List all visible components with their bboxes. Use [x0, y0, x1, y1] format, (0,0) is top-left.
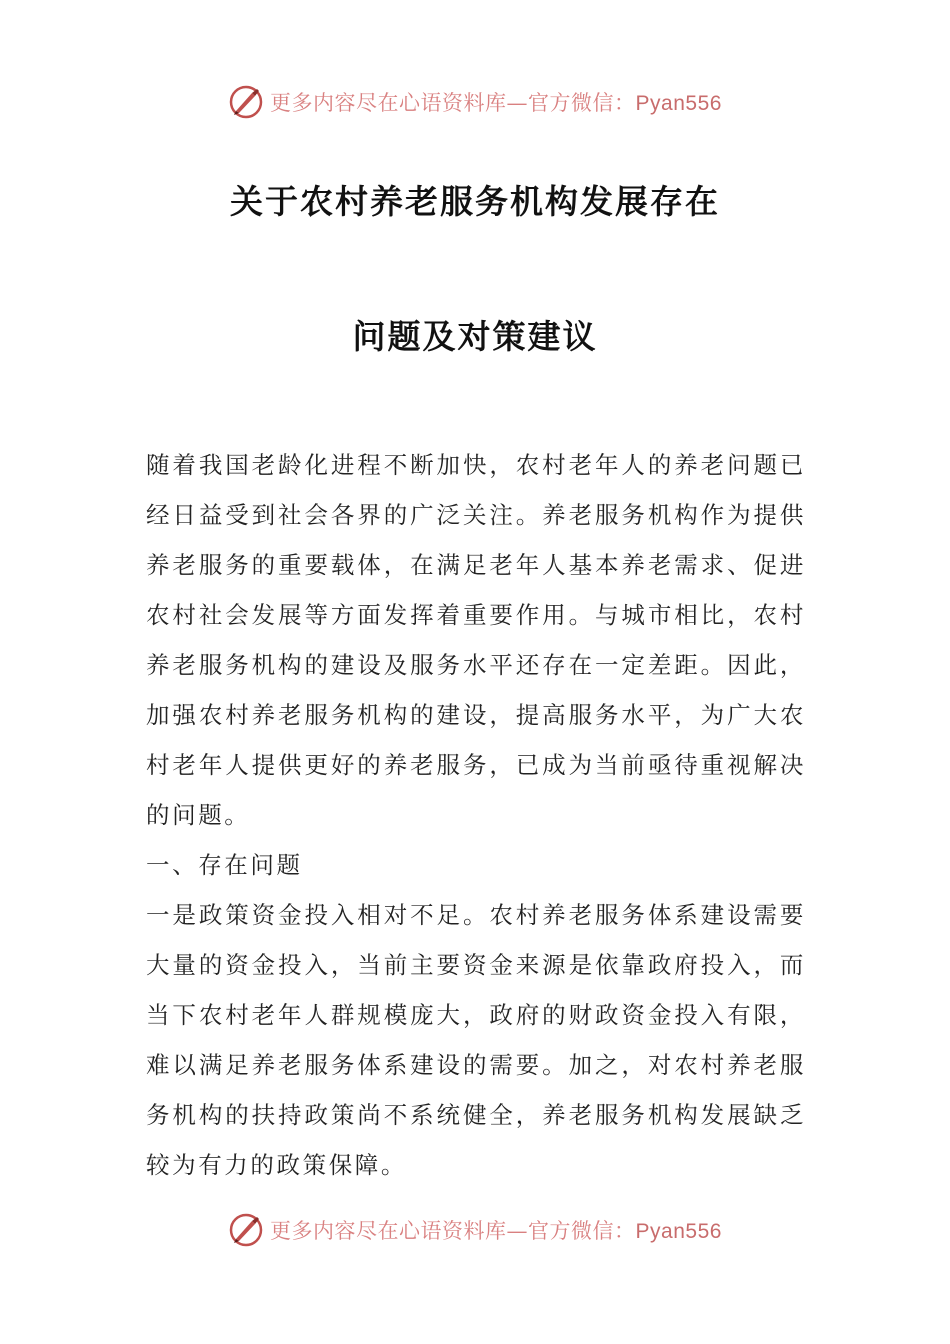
- banner-text: [270, 87, 722, 117]
- banner-slogan: 更多内容尽在心语资料库—官方微信：: [270, 91, 636, 115]
- document-title-line-1: 关于农村养老服务机构发展存在: [230, 182, 720, 221]
- section-heading: 一、存在问题: [146, 851, 303, 879]
- footer-watermark-banner: [0, 1208, 950, 1252]
- document-body: [146, 440, 806, 1190]
- problem-paragraph-1: 一是政策资金投入相对不足。农村养老服务体系建设需要大量的资金投入，当前主要资金来源是依靠政府投入，而当下农村老年人群规模庞大，政府的财政资金投入有限，难以满足养老服务体系建设的需要。加之，对农村养老服务机构的扶持政策尚不系统健全，养老服务机构发展缺乏较为有力的政策保障。: [146, 901, 806, 1179]
- banner-wechat-id: Pyan556: [635, 1220, 722, 1243]
- banner-text: [270, 1215, 722, 1245]
- banner-slogan: 更多内容尽在心语资料库—官方微信：: [270, 1219, 636, 1243]
- intro-paragraph: 随着我国老龄化进程不断加快，农村老年人的养老问题已经日益受到社会各界的广泛关注。养老服务机构作为提供养老服务的重要载体，在满足老年人基本养老需求、促进农村社会发展等方面发挥着重要作用。与城市相比，农村养老服务机构的建设及服务水平还存在一定差距。因此，加强农村养老服务机构的建设，提高服务水平，为广大农村老年人提供更好的养老服务，已成为当前亟待重视解决的问题。: [146, 451, 806, 829]
- quill-pen-logo-icon: [228, 84, 264, 120]
- document-title-line-2: 问题及对策建议: [352, 317, 598, 356]
- quill-pen-logo-icon: [228, 1212, 264, 1248]
- banner-wechat-id: Pyan556: [635, 92, 722, 115]
- header-watermark-banner: [0, 80, 950, 124]
